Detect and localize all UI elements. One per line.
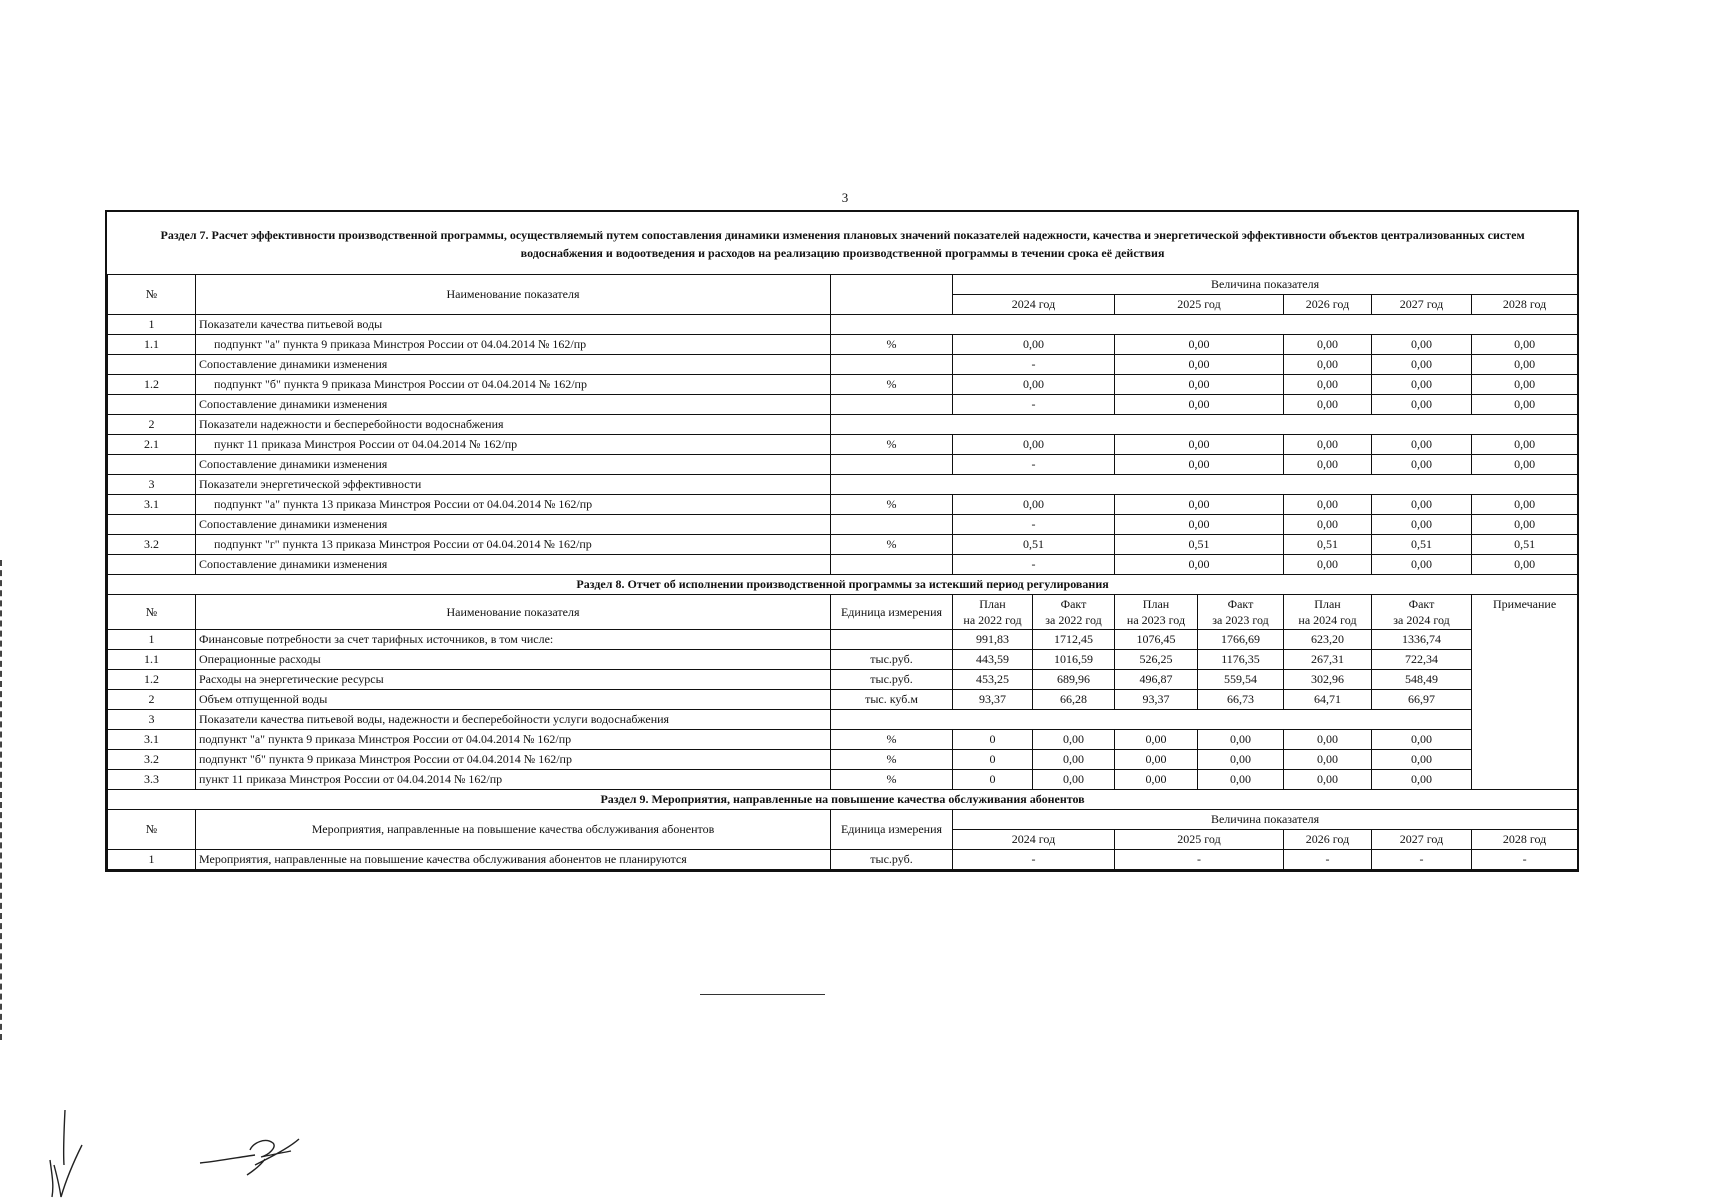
row-value: 0,00 — [1372, 435, 1472, 455]
row-number: 3.2 — [108, 535, 196, 555]
column-header-year: 2026 год — [1284, 295, 1372, 315]
row-value: 0,00 — [1472, 435, 1578, 455]
row-value: 0,51 — [1372, 535, 1472, 555]
column-header-period: Факт за 2023 год — [1198, 595, 1284, 630]
row-value: 623,20 — [1284, 630, 1372, 650]
row-label: Сопоставление динамики изменения — [196, 455, 831, 475]
section7-row — [108, 335, 1578, 355]
row-number: 3.1 — [108, 495, 196, 515]
group-row-blank — [831, 710, 1472, 730]
row-value: 64,71 — [1284, 690, 1372, 710]
page-number: 3 — [841, 190, 849, 205]
row-value: 526,25 — [1115, 650, 1198, 670]
section7-row — [108, 315, 1578, 335]
section8-title-row — [108, 575, 1578, 595]
row-label: Объем отпущенной воды — [196, 690, 831, 710]
row-value: 0,00 — [1372, 335, 1472, 355]
row-label: подпункт "б" пункта 9 приказа Минстроя России от 04.04.2014 № 162/пр — [196, 375, 831, 395]
row-value: 0 — [953, 750, 1033, 770]
row-value: 93,37 — [1115, 690, 1198, 710]
row-number: 3.2 — [108, 750, 196, 770]
row-value: 0,00 — [1372, 355, 1472, 375]
row-value: 453,25 — [953, 670, 1033, 690]
row-label: пункт 11 приказа Минстроя России от 04.04.2014 № 162/пр — [196, 435, 831, 455]
row-value: 302,96 — [1284, 670, 1372, 690]
row-label: Сопоставление динамики изменения — [196, 355, 831, 375]
row-value: 0,00 — [1284, 455, 1372, 475]
row-unit: тыс.руб. — [831, 650, 953, 670]
row-unit: тыс.руб. — [831, 850, 953, 870]
section7-title: Раздел 7. Расчет эффективности производственной программы, осуществляемый путем сопоставления динамики изменения плановых значений показателей надежности, качества и энергетической эффективности объектов централизованных систем водоснабжения и водоотведения и расходов на реализацию производственной программы в течении срока её действия — [160, 228, 1525, 260]
row-unit — [831, 555, 953, 575]
row-number: 1 — [108, 630, 196, 650]
row-value: 0,00 — [1472, 495, 1578, 515]
section7-row — [108, 375, 1578, 395]
section9-title-row — [108, 790, 1578, 810]
row-number: 2.1 — [108, 435, 196, 455]
column-header-value: Величина показателя — [953, 275, 1578, 295]
section8-title: Раздел 8. Отчет об исполнении производственной программы за истекший период регулирования — [108, 575, 1578, 595]
row-value: 0,00 — [1372, 750, 1472, 770]
row-unit — [831, 395, 953, 415]
row-value: - — [953, 395, 1115, 415]
section8-row — [108, 650, 1578, 670]
section7-row — [108, 455, 1578, 475]
row-value: 0,00 — [1198, 750, 1284, 770]
row-unit — [831, 630, 953, 650]
row-value: - — [1472, 850, 1578, 870]
column-header-year: 2024 год — [953, 830, 1115, 850]
row-value: 0,00 — [1472, 515, 1578, 535]
row-value: 496,87 — [1115, 670, 1198, 690]
row-value: 0,00 — [1115, 375, 1284, 395]
row-value: 0,00 — [953, 435, 1115, 455]
row-value: 0,00 — [1115, 515, 1284, 535]
row-value: 0,00 — [1033, 750, 1115, 770]
row-value: 0,00 — [1284, 730, 1372, 750]
row-value: 0,00 — [1372, 375, 1472, 395]
main-table — [107, 212, 1578, 870]
row-unit: % — [831, 435, 953, 455]
signature-mark-1 — [30, 1105, 100, 1200]
section7-row — [108, 515, 1578, 535]
row-unit — [831, 355, 953, 375]
row-value: 0,00 — [1472, 335, 1578, 355]
column-header-year: 2024 год — [953, 295, 1115, 315]
row-value: 93,37 — [953, 690, 1033, 710]
row-label: Сопоставление динамики изменения — [196, 555, 831, 575]
row-value: 0,00 — [1115, 455, 1284, 475]
row-number: 1.2 — [108, 375, 196, 395]
row-value: - — [1372, 850, 1472, 870]
row-value: 0,00 — [1284, 495, 1372, 515]
row-value: 1016,59 — [1033, 650, 1115, 670]
row-label: Показатели надежности и бесперебойности водоснабжения — [196, 415, 831, 435]
row-unit: тыс.руб. — [831, 670, 953, 690]
row-unit: тыс. куб.м — [831, 690, 953, 710]
column-header-period: План на 2024 год — [1284, 595, 1372, 630]
row-value: 443,59 — [953, 650, 1033, 670]
row-value: 1076,45 — [1115, 630, 1198, 650]
row-value: 0,00 — [1284, 515, 1372, 535]
section7-row — [108, 535, 1578, 555]
column-header-name: Наименование показателя — [196, 595, 831, 630]
row-value: 548,49 — [1372, 670, 1472, 690]
row-value: 559,54 — [1198, 670, 1284, 690]
section8-header-row — [108, 595, 1578, 630]
column-header-unit: Единица измерения — [831, 595, 953, 630]
section7-row — [108, 475, 1578, 495]
row-value: 0,00 — [1372, 555, 1472, 575]
row-value: 0,00 — [1472, 555, 1578, 575]
row-value: 0,00 — [1115, 750, 1198, 770]
section8-row — [108, 750, 1578, 770]
row-value: 0,00 — [1472, 375, 1578, 395]
row-unit — [831, 455, 953, 475]
section7-header-row — [108, 275, 1578, 295]
group-row-blank — [831, 315, 1578, 335]
row-value: 0,00 — [1472, 355, 1578, 375]
row-label: подпункт "г" пункта 13 приказа Минстроя России от 04.04.2014 № 162/пр — [196, 535, 831, 555]
row-number — [108, 555, 196, 575]
row-value: 0,00 — [1372, 730, 1472, 750]
row-value: 267,31 — [1284, 650, 1372, 670]
section7-row — [108, 395, 1578, 415]
row-label: подпункт "б" пункта 9 приказа Минстроя России от 04.04.2014 № 162/пр — [196, 750, 831, 770]
column-header-year: 2025 год — [1115, 295, 1284, 315]
row-label: Показатели энергетической эффективности — [196, 475, 831, 495]
column-header-year: 2028 год — [1472, 295, 1578, 315]
row-label: Сопоставление динамики изменения — [196, 395, 831, 415]
section7-row — [108, 355, 1578, 375]
row-value: 0,00 — [1372, 515, 1472, 535]
column-header-period: Факт за 2022 год — [1033, 595, 1115, 630]
row-value: - — [953, 850, 1115, 870]
row-value: 0,51 — [1472, 535, 1578, 555]
row-unit: % — [831, 730, 953, 750]
row-number: 3 — [108, 475, 196, 495]
section8-row — [108, 710, 1578, 730]
row-label: Финансовые потребности за счет тарифных источников, в том числе: — [196, 630, 831, 650]
row-value: 0,00 — [1284, 395, 1372, 415]
row-value: 1766,69 — [1198, 630, 1284, 650]
row-value: 66,97 — [1372, 690, 1472, 710]
row-unit: % — [831, 770, 953, 790]
row-number: 1.1 — [108, 650, 196, 670]
section9-row — [108, 850, 1578, 870]
row-number: 2 — [108, 690, 196, 710]
section8-row — [108, 630, 1578, 650]
row-value: 0,00 — [1284, 335, 1372, 355]
row-value: 0,00 — [1033, 730, 1115, 750]
column-header-period: План на 2022 год — [953, 595, 1033, 630]
row-value: 722,34 — [1372, 650, 1472, 670]
row-label: Операционные расходы — [196, 650, 831, 670]
column-header-note: Примечание — [1472, 595, 1578, 790]
section7-row — [108, 555, 1578, 575]
row-value: 0,00 — [1115, 555, 1284, 575]
row-value: - — [1115, 850, 1284, 870]
section8-row — [108, 770, 1578, 790]
row-label: подпункт "а" пункта 9 приказа Минстроя России от 04.04.2014 № 162/пр — [196, 730, 831, 750]
row-number — [108, 355, 196, 375]
row-value: 66,73 — [1198, 690, 1284, 710]
row-value: 0,00 — [1472, 395, 1578, 415]
column-header-unit — [831, 275, 953, 315]
row-number: 3.3 — [108, 770, 196, 790]
row-label: подпункт "а" пункта 13 приказа Минстроя России от 04.04.2014 № 162/пр — [196, 495, 831, 515]
row-value: 689,96 — [1033, 670, 1115, 690]
row-value: 0,00 — [1198, 730, 1284, 750]
section7-row — [108, 415, 1578, 435]
column-header-name: Мероприятия, направленные на повышение качества обслуживания абонентов — [196, 810, 831, 850]
row-value: 0,00 — [1198, 770, 1284, 790]
row-value: 0,00 — [1115, 435, 1284, 455]
document-table-frame — [105, 210, 1579, 872]
row-value: - — [953, 515, 1115, 535]
section9-title: Раздел 9. Мероприятия, направленные на повышение качества обслуживания абонентов — [108, 790, 1578, 810]
row-unit: % — [831, 535, 953, 555]
column-header-num: № — [108, 275, 196, 315]
row-unit: % — [831, 335, 953, 355]
row-value: 1336,74 — [1372, 630, 1472, 650]
row-label: Расходы на энергетические ресурсы — [196, 670, 831, 690]
group-row-blank — [831, 475, 1578, 495]
row-label: Показатели качества питьевой воды — [196, 315, 831, 335]
row-value: 0,00 — [1115, 335, 1284, 355]
row-value: 0,00 — [1115, 770, 1198, 790]
row-value: 0,00 — [1284, 435, 1372, 455]
row-value: 0,00 — [1372, 395, 1472, 415]
row-value: 0,00 — [953, 375, 1115, 395]
section7-row — [108, 495, 1578, 515]
row-value: 0,00 — [1372, 770, 1472, 790]
row-number — [108, 455, 196, 475]
row-label: Показатели качества питьевой воды, надежности и бесперебойности услуги водоснабжения — [196, 710, 831, 730]
group-row-blank — [831, 415, 1578, 435]
row-value: 0,00 — [953, 335, 1115, 355]
row-value: 0,00 — [1284, 355, 1372, 375]
row-label: Мероприятия, направленные на повышение качества обслуживания абонентов не планируются — [196, 850, 831, 870]
column-header-num: № — [108, 810, 196, 850]
row-label: Сопоставление динамики изменения — [196, 515, 831, 535]
row-value: - — [1284, 850, 1372, 870]
row-number: 1.2 — [108, 670, 196, 690]
row-value: 0,00 — [1372, 455, 1472, 475]
row-value: 0,00 — [1284, 375, 1372, 395]
row-label: подпункт "а" пункта 9 приказа Минстроя России от 04.04.2014 № 162/пр — [196, 335, 831, 355]
column-header-num: № — [108, 595, 196, 630]
row-value: 0,51 — [1284, 535, 1372, 555]
row-value: 0,00 — [1472, 455, 1578, 475]
end-rule — [700, 994, 825, 995]
row-number — [108, 515, 196, 535]
row-number: 1 — [108, 850, 196, 870]
section8-row — [108, 690, 1578, 710]
row-number: 2 — [108, 415, 196, 435]
row-value: 66,28 — [1033, 690, 1115, 710]
scan-edge-marks — [0, 560, 5, 1040]
row-value: 0,51 — [953, 535, 1115, 555]
row-unit: % — [831, 750, 953, 770]
column-header-year: 2026 год — [1284, 830, 1372, 850]
row-value: 0 — [953, 730, 1033, 750]
row-value: 0,00 — [1115, 355, 1284, 375]
row-value: 991,83 — [953, 630, 1033, 650]
row-value: 0,51 — [1115, 535, 1284, 555]
row-value: 0,00 — [1284, 770, 1372, 790]
row-value: 0,00 — [1115, 730, 1198, 750]
column-header-value: Величина показателя — [953, 810, 1578, 830]
section8-row — [108, 730, 1578, 750]
row-value: 1176,35 — [1198, 650, 1284, 670]
row-unit: % — [831, 375, 953, 395]
section9-header-row — [108, 810, 1578, 830]
row-value: 0,00 — [1033, 770, 1115, 790]
row-value: 0,00 — [1115, 395, 1284, 415]
row-unit — [831, 515, 953, 535]
section8-row — [108, 670, 1578, 690]
column-header-year: 2027 год — [1372, 830, 1472, 850]
row-value: 0,00 — [1372, 495, 1472, 515]
row-number: 3 — [108, 710, 196, 730]
column-header-period: Факт за 2024 год — [1372, 595, 1472, 630]
row-unit: % — [831, 495, 953, 515]
row-label: пункт 11 приказа Минстроя России от 04.04.2014 № 162/пр — [196, 770, 831, 790]
row-value: 1712,45 — [1033, 630, 1115, 650]
section7-row — [108, 435, 1578, 455]
signature-mark-2 — [195, 1125, 305, 1180]
row-number: 1 — [108, 315, 196, 335]
column-header-name: Наименование показателя — [196, 275, 831, 315]
row-value: 0,00 — [1284, 750, 1372, 770]
row-value: 0,00 — [1284, 555, 1372, 575]
row-value: 0 — [953, 770, 1033, 790]
row-value: 0,00 — [1115, 495, 1284, 515]
row-number: 1.1 — [108, 335, 196, 355]
column-header-year: 2028 год — [1472, 830, 1578, 850]
row-value: - — [953, 455, 1115, 475]
column-header-period: План на 2023 год — [1115, 595, 1198, 630]
row-value: - — [953, 555, 1115, 575]
column-header-year: 2025 год — [1115, 830, 1284, 850]
column-header-unit: Единица измерения — [831, 810, 953, 850]
column-header-year: 2027 год — [1372, 295, 1472, 315]
row-number: 3.1 — [108, 730, 196, 750]
row-number — [108, 395, 196, 415]
row-value: - — [953, 355, 1115, 375]
row-value: 0,00 — [953, 495, 1115, 515]
